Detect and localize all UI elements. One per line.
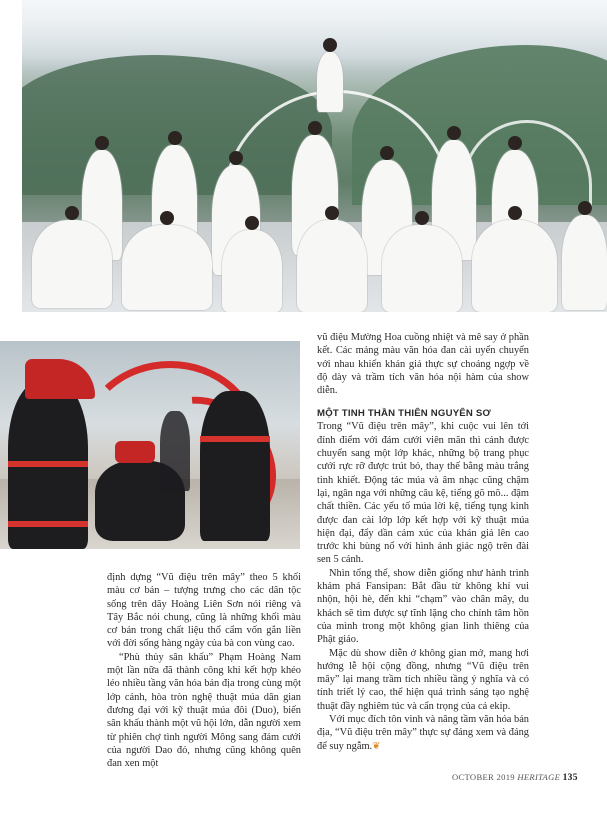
page-footer — [452, 772, 578, 783]
dancer — [222, 230, 282, 312]
paragraph: Mặc dù show diễn ở không gian mở, mang hơi hướng lễ hội cộng đồng, nhưng “Vũ điệu trên mây” lại mang trầm tích nhiều tầng ý nghĩa và có tính triết lý cao, thể hiện quá trình sáng tạo nghệ thuật đầy nghiêm túc và cẩn trọng của cả ekip. — [317, 647, 529, 712]
red-headdress — [115, 441, 155, 463]
paragraph: Nhìn tổng thể, show diễn giống như hành trình khám phá Fansipan: Bắt đầu từ không khí vui nhộn, hội hè, đến khi “chạm” vào chân mây, du khách sẽ tìm được sự tĩnh lặng cho chính tâm hồn của mình trong một không gian linh thiêng của Phật giáo. — [317, 567, 529, 646]
ethnic-dance-photo — [0, 341, 300, 549]
article-column-left — [107, 571, 301, 770]
dancer — [160, 411, 190, 491]
embroidery — [8, 521, 88, 527]
paragraph-text: Với mục đích tôn vinh và nâng tầm văn hóa bản địa, “Vũ điệu trên mây” thực sự đáng xem và đáng để suy ngẫm. — [317, 714, 529, 752]
dancer — [562, 215, 607, 310]
paragraph: định dựng “Vũ điệu trên mây” theo 5 khối màu cơ bản – tượng trưng cho các dân tộc sống trên dãy Hoàng Liên Sơn nói riêng và Tây Bắc nói chung, cũng là những khối màu cơ bản trong chất liệu thổ cẩm vốn gắn liền với đời sống hàng ngày của bà con vùng cao. — [107, 572, 301, 650]
page-number: 135 — [562, 773, 578, 783]
dancer — [472, 220, 557, 312]
dance-performance-photo — [22, 0, 607, 312]
end-mark-icon: ❦ — [372, 740, 381, 752]
issue-date: OCTOBER 2019 — [452, 772, 515, 782]
dancer — [297, 220, 367, 312]
dancer — [200, 391, 270, 541]
red-headdress — [25, 359, 95, 399]
embroidery — [8, 461, 88, 467]
paragraph: vũ điệu Mường Hoa cuồng nhiệt và mê say ở phần kết. Các mảng màu văn hóa đan cài uyển chuyển với nhau khiến khán giả thực sự choáng ngợp về độ dày và trầm tích văn hóa nội hàm của show diễn. — [317, 332, 529, 397]
dancer — [32, 220, 112, 308]
dancer — [122, 225, 212, 310]
paragraph: “Phù thủy sân khấu” Phạm Hoàng Nam một lần nữa đã thành công khi kết hợp khéo léo nhiều tầng văn hóa bản địa trong cùng một lớp cảnh, hòa tròn nghệ thuật múa dân gian đương đại với kỹ thuật múa đôi (Duo), biến sân khấu thành một vũ hội lớn, dẫn người xem từ phiên chợ tình người Mông sang đám cưới của người Dao đỏ, nhưng cũng không quên đan xen một — [107, 651, 301, 770]
section-heading: MỘT TINH THẦN THIÊN NGUYÊN SƠ — [317, 408, 491, 420]
paragraph: Trong “Vũ điệu trên mây”, khi cuộc vui lên tới đỉnh điểm với đám cưới viên mãn thì cảnh được chuyển sang một lớp khác, những bộ trang phục cưới rực rỡ được trút bỏ, thay thế bằng màu trắng tinh khiết. Động tác múa và âm nhạc cũng chậm lại, ngân nga với những câu kệ, tiếng gõ mõ... đậm chất thiền. Các yếu tố múa lời kệ, tiếng tụng kinh được đan cài lớp lớp kết hợp với kỹ thuật múa hiện đại, đẩy dần cảm xúc của khán giả lên cao trước khi bùng nổ với hình ảnh giác ngộ trên đài sen 5 cánh. — [317, 421, 529, 566]
magazine-name: HERITAGE — [517, 772, 561, 782]
dancer — [382, 225, 462, 312]
dancer — [317, 52, 343, 112]
paragraph — [317, 713, 529, 753]
embroidery — [200, 436, 270, 442]
article-column-right — [317, 331, 529, 753]
